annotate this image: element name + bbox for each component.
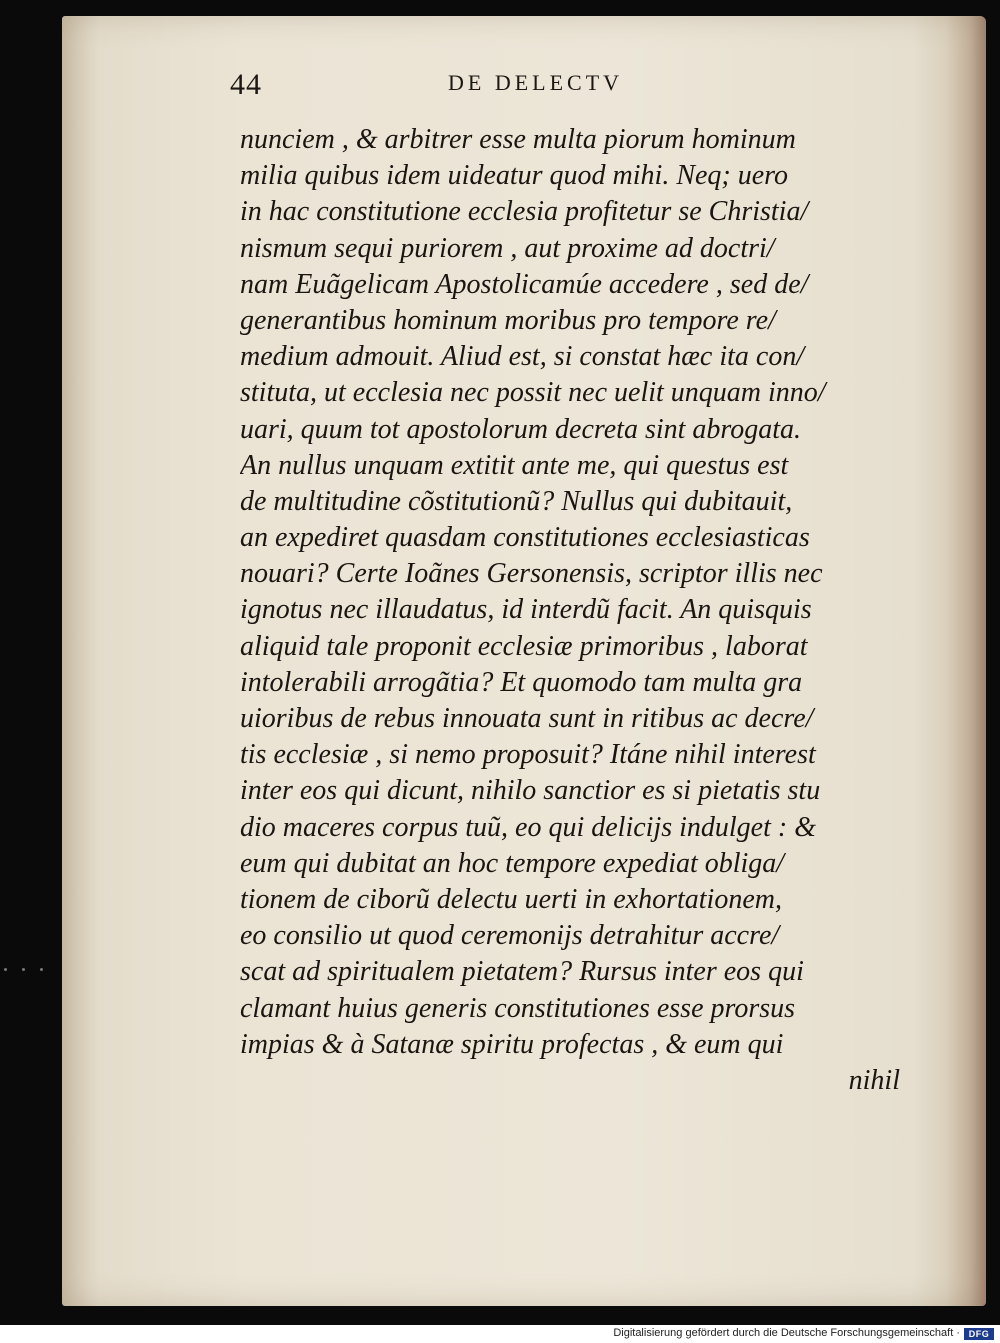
text-line: tis ecclesiæ , si nemo proposuit? Itáne nihil interest	[240, 739, 816, 771]
text-line: in hac constitutione ecclesia profitetur se Christia/	[240, 196, 809, 228]
edge-mark	[40, 968, 43, 971]
catchword: nihil	[848, 1064, 900, 1096]
text-line: de multitudine cõstitutionũ? Nullus qui dubitauit,	[240, 485, 793, 517]
text-line: stituta, ut ecclesia nec possit nec uelit unquam inno/	[240, 377, 826, 409]
text-line: dio maceres corpus tuũ, eo qui delicijs indulget : &	[240, 811, 816, 843]
text-line: nunciem , & arbitrer esse multa piorum hominum	[240, 124, 796, 155]
funding-credit: Digitalisierung gefördert durch die Deutsche Forschungsgemeinschaft ·	[613, 1327, 960, 1339]
text-line: eo consilio ut quod ceremonijs detrahitur accre/	[240, 920, 780, 952]
dfg-logo: DFG	[964, 1328, 994, 1340]
text-line: uari, quum tot apostolorum decreta sint abrogata.	[240, 413, 802, 445]
edge-mark	[4, 968, 7, 971]
text-line: medium admouit. Aliud est, si constat hæc ita con/	[240, 341, 805, 373]
body-text	[240, 122, 900, 1099]
text-line: An nullus unquam extitit ante me, qui questus est	[240, 449, 789, 481]
digitization-footer	[0, 1325, 1000, 1343]
text-line: scat ad spiritualem pietatem? Rursus inter eos qui	[240, 956, 804, 988]
text-line: generantibus hominum moribus pro tempore re/	[240, 304, 776, 336]
page-edge-shadow	[946, 16, 986, 1306]
page-number: 44	[230, 68, 262, 101]
text-line: uioribus de rebus innouata sunt in ritibus ac decre/	[240, 703, 814, 734]
text-line: nismum sequi puriorem , aut proxime ad doctri/	[240, 232, 775, 264]
text-line: eum qui dubitat an hoc tempore expediat obliga/	[240, 847, 785, 879]
text-line: nouari? Certe Ioãnes Gersonensis, scriptor illis nec	[240, 558, 823, 590]
text-line: clamant huius generis constitutiones esse prorsus	[240, 992, 796, 1024]
text-line: an expediret quasdam constitutiones ecclesiasticas	[240, 522, 810, 554]
text-line: milia quibus idem uideatur quod mihi. Neq; uero	[240, 160, 789, 192]
text-line: nam Euãgelicam Apostolicamúe accedere , sed de/	[240, 268, 809, 300]
running-head: DE DELECTV	[448, 70, 624, 95]
text-line: aliquid tale proponit ecclesiæ primoribus , laborat	[240, 630, 808, 662]
text-line: impias & à Satanæ spiritu profectas , & eum qui	[240, 1028, 784, 1060]
text-line: tionem de ciborũ delectu uerti in exhortationem,	[240, 883, 782, 915]
page-header	[230, 68, 850, 108]
text-line: inter eos qui dicunt, nihilo sanctior es si pietatis stu	[240, 775, 821, 807]
text-line: ignotus nec illaudatus, id interdũ facit. An quisquis	[240, 594, 812, 626]
edge-mark	[22, 968, 25, 971]
text-line: intolerabili arrogãtia? Et quomodo tam multa gra	[240, 666, 803, 698]
